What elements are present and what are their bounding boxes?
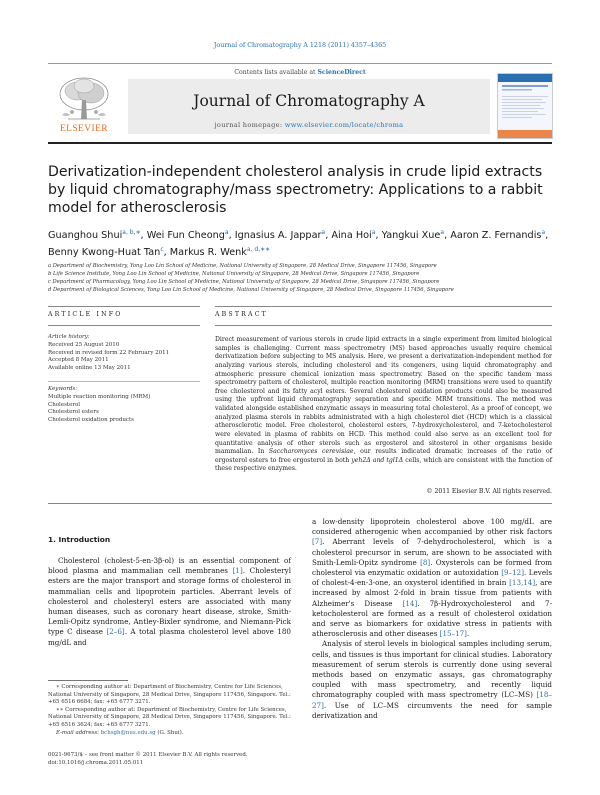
abstract-top-rule — [215, 306, 552, 307]
citation-link[interactable]: [1] — [232, 566, 243, 576]
author-affiliation-marker[interactable]: a — [541, 229, 546, 236]
author-name[interactable]: Benny Kwong-Huat Tan — [48, 247, 161, 259]
abstract-bottom-rule — [48, 503, 552, 504]
header-bottom-rule — [48, 142, 552, 144]
history-accepted: Accepted 8 May 2011 — [48, 357, 109, 364]
citation-link[interactable]: [15–17] — [439, 629, 467, 639]
author-name[interactable]: Markus R. Wenk — [169, 247, 247, 259]
abstract-part: Direct measurement of various sterols in crude lipid extracts in a single experiment from limited biological samples is challenging. Current mass spectrometry (MS) based approaches usually require chemical derivatization before subjecting to MS analysis. Here, we present a derivatization-independent method for analyzing various sterols, including cholesterol and its congeners, using liquid chromatography and atmospheric pressure chemical ionization mass spectrometry. Based on the specific tandem mass spectrometry pattern of cholesterol, multiple reaction monitoring (MRM) transitions were used to quantify free cholesterol and its fatty acyl esters. Several cholesterol oxidation products could also be measured using the upfront liquid chromatography separation and specific MRM transitions. The method was validated alongside established enzymatic assays in measuring total cholesterol. As a proof of concept, we analyzed plasma sterols in rabbits administrated with a high cholesterol diet (HCD) which is a classical atherosclerotic model. Free cholesterol, cholesterol esters, 7-hydroxycholesterol, and 7-ketocholesterol were elevated in plasma of rabbits on HCD. This method could also serve as an excellent tool for quantitative analysis of other sterols such as ergosterol and sitosterol in other organisms beside mammalian. In — [215, 336, 552, 456]
citation-link[interactable]: [13,14] — [509, 578, 536, 588]
article-info-top-rule — [48, 306, 200, 307]
contents-available — [190, 69, 410, 76]
keyword-item: Cholesterol oxidation products — [48, 417, 134, 424]
abstract-part: , our results indicated dramatic increases of the ratio of ergosterol esters to free ergosterol in both — [215, 448, 552, 464]
body-part: , are increased by almost 2-fold in brain tissue from patients with Alzheimer's Disease — [312, 578, 552, 608]
author-affiliation-marker[interactable]: a — [371, 229, 376, 236]
author-name[interactable]: Guanghou Shui — [48, 230, 123, 242]
keyword-item: Cholesterol esters — [48, 409, 99, 416]
article-info-heading: ARTICLE INFO — [48, 311, 123, 318]
body-part: . 7β-Hydroxycholesterol and 7-ketocholesterol are formed as a result of cholesterol oxidation and serve as biomarkers for oxidative stress in patients with atherosclerosis and other diseases — [312, 598, 552, 639]
sciencedirect-link[interactable]: ScienceDirect — [317, 69, 366, 76]
author-affiliation-marker[interactable]: a — [224, 229, 229, 236]
doi-link[interactable]: doi:10.1016/j.chroma.2011.05.011 — [48, 759, 144, 766]
citation-link[interactable]: [2–6] — [106, 627, 125, 637]
body-part: . — [466, 629, 470, 639]
email-suffix: (G. Shui). — [157, 729, 184, 736]
body-part: Cholesterol (cholest-5-en-3β-ol) is an essential component of blood plasma and mammalian cell membranes — [48, 556, 291, 576]
body-column-left — [48, 535, 291, 648]
author-affiliation-marker[interactable]: a, d,∗∗ — [246, 246, 271, 254]
abstract-heading: ABSTRACT — [215, 311, 268, 318]
journal-title: Journal of Chromatography A — [193, 92, 425, 110]
article-title: Derivatization-independent cholesterol analysis in crude lipid extracts by liquid chromatography/mass spectrometry: Applications to a rabbit model for atherosclerosis — [48, 164, 543, 217]
body-part: . Aberrant levels of 7-dehydrocholesterol, which is a cholesterol precursor in serum, are shown to be associated with Smith-Lemli-Opitz syndrome — [312, 537, 552, 567]
history-received: Received 25 August 2010 — [48, 341, 120, 348]
footnotes — [48, 684, 291, 737]
citation-link[interactable]: [14] — [402, 598, 418, 608]
issn-line: 0021-9673/$ – see front matter © 2011 Elsevier B.V. All rights reserved. — [48, 752, 248, 758]
abstract-part: cells, which are consistent with the function of these respective enzymes. — [215, 456, 553, 473]
footnote-2: ∗∗ Corresponding author at: Department of Biochemistry, Centre for Life Sciences, National University of Singapore, 28 Medical Drive, Singapore 117456, Singapore. Tel.: +65 6516 3624; fax: +65 6777 3271. — [48, 706, 291, 728]
author-list: Guanghou Shui$^{a, b,∗}$, Wei Fun Cheong$^a$, Ignasius A. Jappar$^a$, Aina Hoi$^a$, Yangkui Xue$^a$, Aaron Z. Fernandis$^a$, Benny Kwong-Huat Tan$^c$, Markus R. Wenk$^{a, d,∗∗}$ — [48, 229, 549, 259]
affiliation-c: c Department of Pharmacology, Yong Loo Lin School of Medicine, National University of Singapore, 28 Medical Drive, Singapore 117456, Singapore — [48, 279, 440, 285]
email-link[interactable]: bchsgh@nus.edu.sg — [100, 729, 156, 736]
body-column-right — [312, 517, 552, 721]
journal-homepage — [128, 121, 490, 129]
history-label: Article history: — [48, 334, 90, 340]
keyword-item: Cholesterol — [48, 401, 81, 408]
homepage-prefix: journal homepage: — [214, 121, 283, 129]
author-affiliation-marker[interactable]: c — [160, 246, 164, 254]
intro-paragraph-1-cont — [312, 517, 552, 639]
keyword-item: Multiple reaction monitoring (MRM) — [48, 393, 151, 400]
body-part: . A total plasma cholesterol level above 180 mg/dL and — [48, 627, 291, 647]
abstract-rule — [215, 325, 552, 326]
footnote-email — [48, 730, 291, 738]
author-affiliation-marker[interactable]: a — [321, 229, 326, 236]
history-online: Available online 13 May 2011 — [48, 365, 131, 372]
affiliation-d: d Department of Biological Sciences, Yong Loo Lin School of Medicine, National University of Singapore, 28 Medical Drive, Singapore 117456, Singapore — [48, 287, 454, 293]
keywords-label: Keywords: — [48, 386, 78, 392]
elsevier-tree-logo-icon — [48, 75, 120, 131]
citation-link[interactable]: [9–12] — [501, 568, 524, 578]
header-top-rule — [48, 63, 552, 64]
homepage-link[interactable]: www.elsevier.com/locate/chroma — [284, 121, 404, 129]
abstract-copyright: © 2011 Elsevier B.V. All rights reserved. — [426, 488, 552, 495]
keywords-block — [48, 386, 200, 425]
affiliation-a: a Department of Biochemistry, Yong Loo Lin School of Medicine, National University of Singapore, 28 Medical Drive, Singapore 117456, Singapore — [48, 263, 437, 269]
author-name[interactable]: Aaron Z. Fernandis — [450, 230, 542, 242]
publisher-name: ELSEVIER — [59, 124, 109, 134]
body-part: . Oxysterols can be formed from cholesterol via enzymatic oxidation or autoxidation — [312, 557, 552, 578]
abstract-genes: yeh2Δ and tgl1Δ — [351, 456, 404, 464]
journal-cover-thumbnail[interactable] — [497, 73, 553, 139]
issn-doi-block — [48, 752, 348, 767]
body-part: . Levels of cholest-4-en-3-one, an oxysterol identified in brain — [312, 568, 552, 588]
history-revised: Received in revised form 22 February 2011 — [48, 349, 170, 356]
citation-link[interactable]: [8] — [420, 557, 431, 567]
keywords-rule — [48, 381, 200, 382]
section-heading-introduction: 1. Introduction — [48, 535, 111, 544]
body-part: Analysis of sterol levels in biological samples including serum, cells, and tissues is thus important for clinical studies. Laboratory measurement of serum sterols is currently done using several methods based on enzymatic assays, gas chromatography coupled with mass spectrometry, and recently liquid chromatography coupled with mass spectrometry (LC–MS) — [312, 639, 552, 700]
body-part: . Cholesteryl esters are the major transport and storage forms of cholesterol in mammalian cells and lipoprotein particles. Aberrant levels of cholesterol and cholesteryl esters are associated with many human diseases, such as coronary heart disease, stroke, Smith-Lemli-Opitz syndrome, Antley-Bixler syndrome, and Niemann-Pick type C disease — [48, 566, 291, 637]
affiliation-b: b Life Science Institute, Yong Loo Lin School of Medicine, National University of Singapore, 28 Medical Drive, Singapore 117456, Singapore — [48, 271, 420, 277]
email-label: E-mail address: — [56, 729, 99, 736]
body-part: a low-density lipoprotein cholesterol above 100 mg/dL are considered atherogenic when accompanied by other risk factors — [312, 517, 552, 537]
article-info-rule — [48, 325, 200, 326]
abstract-organism: Saccharomyces cerevisiae — [268, 448, 354, 456]
footnote-1: ∗ Corresponding author at: Department of Biochemistry, Centre for Life Sciences, National University of Singapore, 28 Medical Drive, Singapore 117456, Singapore. Tel.: +65 6516 6684; fax: +65 6777 3271. — [48, 684, 291, 706]
footnote-rule — [48, 680, 128, 681]
intro-paragraph-2 — [312, 639, 552, 721]
author-name[interactable]: Ignasius A. Jappar — [234, 230, 322, 242]
journal-cover-icon — [498, 74, 552, 138]
body-part: . Use of LC–MS circumvents the need for sample derivatization and — [312, 700, 552, 720]
contents-prefix: Contents lists available at — [234, 69, 316, 76]
author-name[interactable]: Yangkui Xue — [381, 230, 441, 242]
abstract-text — [215, 336, 552, 474]
author-name[interactable]: Wei Fun Cheong — [146, 230, 225, 242]
journal-reference[interactable]: Journal of Chromatography A 1218 (2011) 4357–4365 — [213, 42, 387, 49]
article-history — [48, 334, 200, 373]
citation-link[interactable]: [18–27] — [312, 690, 552, 710]
author-name[interactable]: Aina Hoi — [331, 230, 372, 242]
citation-link[interactable]: [7] — [312, 537, 323, 547]
intro-paragraph-1 — [48, 556, 291, 648]
author-affiliation-marker[interactable]: a, b,∗ — [122, 229, 141, 236]
author-affiliation-marker[interactable]: a — [440, 229, 445, 236]
